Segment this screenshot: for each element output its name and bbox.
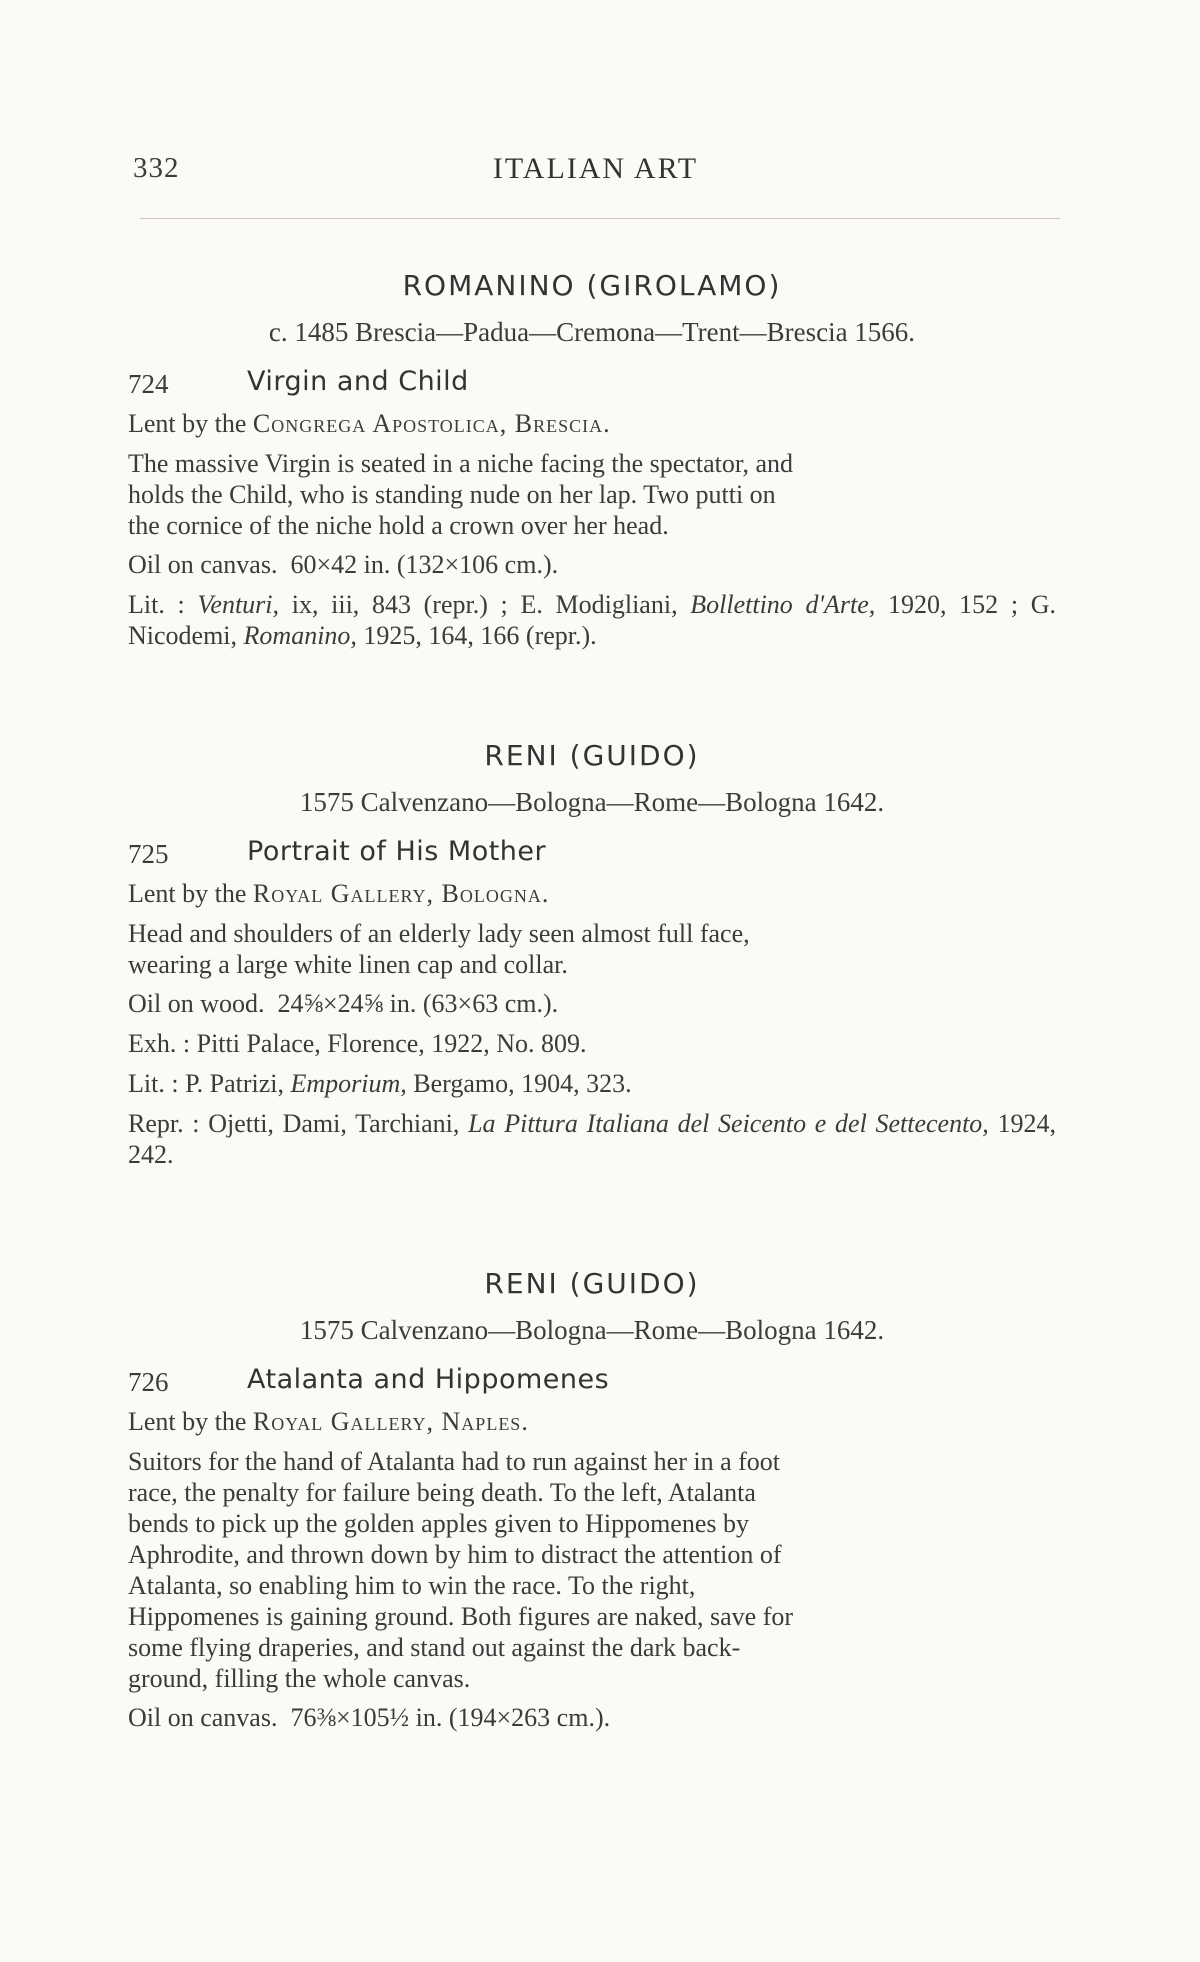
description-line: ground, filling the whole canvas. <box>128 1664 471 1693</box>
repr-text: Ojetti, Dami, Tarchiani, <box>208 1109 460 1138</box>
lender: Royal Gallery, Naples. <box>252 1407 529 1436</box>
lit-text: 1920, 152 ; G. Nicodemi, <box>128 590 1057 650</box>
catalogue-entry-725 <box>128 738 1056 1170</box>
description-line: the cornice of the niche hold a crown over her head. <box>128 511 669 540</box>
medium: Oil on canvas. <box>128 1703 278 1732</box>
lit-title: Romanino, <box>243 621 357 650</box>
artwork-title: Virgin and Child <box>247 366 469 397</box>
running-title: ITALIAN ART <box>492 152 699 185</box>
lender: Royal Gallery, Bologna. <box>252 879 550 908</box>
artwork-title: Portrait of His Mother <box>247 836 547 867</box>
description-line: Suitors for the hand of Atalanta had to run against her in a foot <box>128 1447 781 1476</box>
lit-title: Bollettino d'Arte, <box>690 590 876 619</box>
artwork-title: Atalanta and Hippomenes <box>247 1364 610 1395</box>
lit-text: ix, iii, 843 (repr.) ; E. Modigliani, <box>291 590 678 619</box>
page-number: 332 <box>133 152 180 184</box>
entry-heading <box>128 1362 1056 1398</box>
exh-text: Pitti Palace, Florence, 1922, No. 809. <box>196 1029 587 1058</box>
header-rule <box>140 218 1060 219</box>
literature-line <box>128 1068 1056 1100</box>
artist-dates: 1575 Calvenzano—Bologna—Rome—Bologna 1642. <box>299 787 885 817</box>
description-line: wearing a large white linen cap and collar. <box>128 950 568 979</box>
lit-label: Lit. : <box>128 1069 179 1098</box>
dimensions: 76⅜×105½ in. (194×263 cm.). <box>290 1703 611 1732</box>
lender-line <box>128 878 1056 910</box>
lender-line <box>128 1406 1056 1438</box>
description <box>128 918 1056 980</box>
medium: Oil on canvas. <box>128 550 278 579</box>
lent-prefix: Lent by the <box>128 409 247 438</box>
description-line: Atalanta, so enabling him to win the race. To the right, <box>128 1571 696 1600</box>
catalogue-number: 724 <box>128 369 169 399</box>
lender-line <box>128 408 1056 440</box>
lent-prefix: Lent by the <box>128 879 247 908</box>
lit-text: P. Patrizi, <box>185 1069 285 1098</box>
description-line: holds the Child, who is standing nude on her lap. Two putti on <box>128 480 776 509</box>
description-line: Aphrodite, and thrown down by him to distract the attention of <box>128 1540 782 1569</box>
lit-text: 1925, 164, 166 (repr.). <box>363 621 597 650</box>
artist-dates: c. 1485 Brescia—Padua—Cremona—Trent—Brescia 1566. <box>268 317 916 347</box>
catalogue-number: 726 <box>128 1367 169 1397</box>
lender: Congrega Apostolica, Brescia. <box>252 409 611 438</box>
lit-label: Lit. : <box>128 590 185 619</box>
artist-name: RENI (GUIDO) <box>484 739 700 772</box>
description-line: bends to pick up the golden apples given to Hippomenes by <box>128 1509 750 1538</box>
description-line: The massive Virgin is seated in a niche facing the spectator, and <box>128 449 794 478</box>
lit-title: Emporium, <box>290 1069 407 1098</box>
medium-line <box>128 549 1056 581</box>
description-line: some flying draperies, and stand out against the dark back- <box>128 1633 741 1662</box>
medium-line <box>128 988 1056 1020</box>
artist-dates: 1575 Calvenzano—Bologna—Rome—Bologna 1642. <box>299 1315 885 1345</box>
catalogue-number: 725 <box>128 839 169 869</box>
repr-text: 1924, 242. <box>128 1109 1056 1169</box>
catalogue-entry-724 <box>128 268 1056 651</box>
exhibition-line <box>128 1028 1056 1060</box>
medium: Oil on wood. <box>128 989 265 1018</box>
catalogue-entry-726 <box>128 1266 1056 1734</box>
description <box>128 448 1056 541</box>
description-line: Hippomenes is gaining ground. Both figures are naked, save for <box>128 1602 794 1631</box>
dimensions: 60×42 in. (132×106 cm.). <box>290 550 559 579</box>
description-line: race, the penalty for failure being death. To the left, Atalanta <box>128 1478 756 1507</box>
lit-author: Venturi, <box>197 590 280 619</box>
literature <box>128 589 1056 651</box>
lit-text: Bergamo, 1904, 323. <box>413 1069 632 1098</box>
entry-heading <box>128 364 1056 400</box>
lent-prefix: Lent by the <box>128 1407 247 1436</box>
entry-heading <box>128 834 1056 870</box>
artist-name: ROMANINO (GIROLAMO) <box>402 269 782 302</box>
description-line: Head and shoulders of an elderly lady seen almost full face, <box>128 919 750 948</box>
reproduction <box>128 1108 1056 1170</box>
exh-label: Exh. : <box>128 1029 191 1058</box>
running-head <box>133 152 1058 192</box>
medium-line <box>128 1702 1056 1734</box>
dimensions: 24⅝×24⅝ in. (63×63 cm.). <box>277 989 559 1018</box>
description <box>128 1446 1056 1694</box>
repr-label: Repr. : <box>128 1109 200 1138</box>
artist-name: RENI (GUIDO) <box>484 1267 700 1300</box>
repr-title: e del Settecento, <box>814 1109 989 1138</box>
repr-title: La Pittura Italiana del Seicento <box>468 1109 807 1138</box>
